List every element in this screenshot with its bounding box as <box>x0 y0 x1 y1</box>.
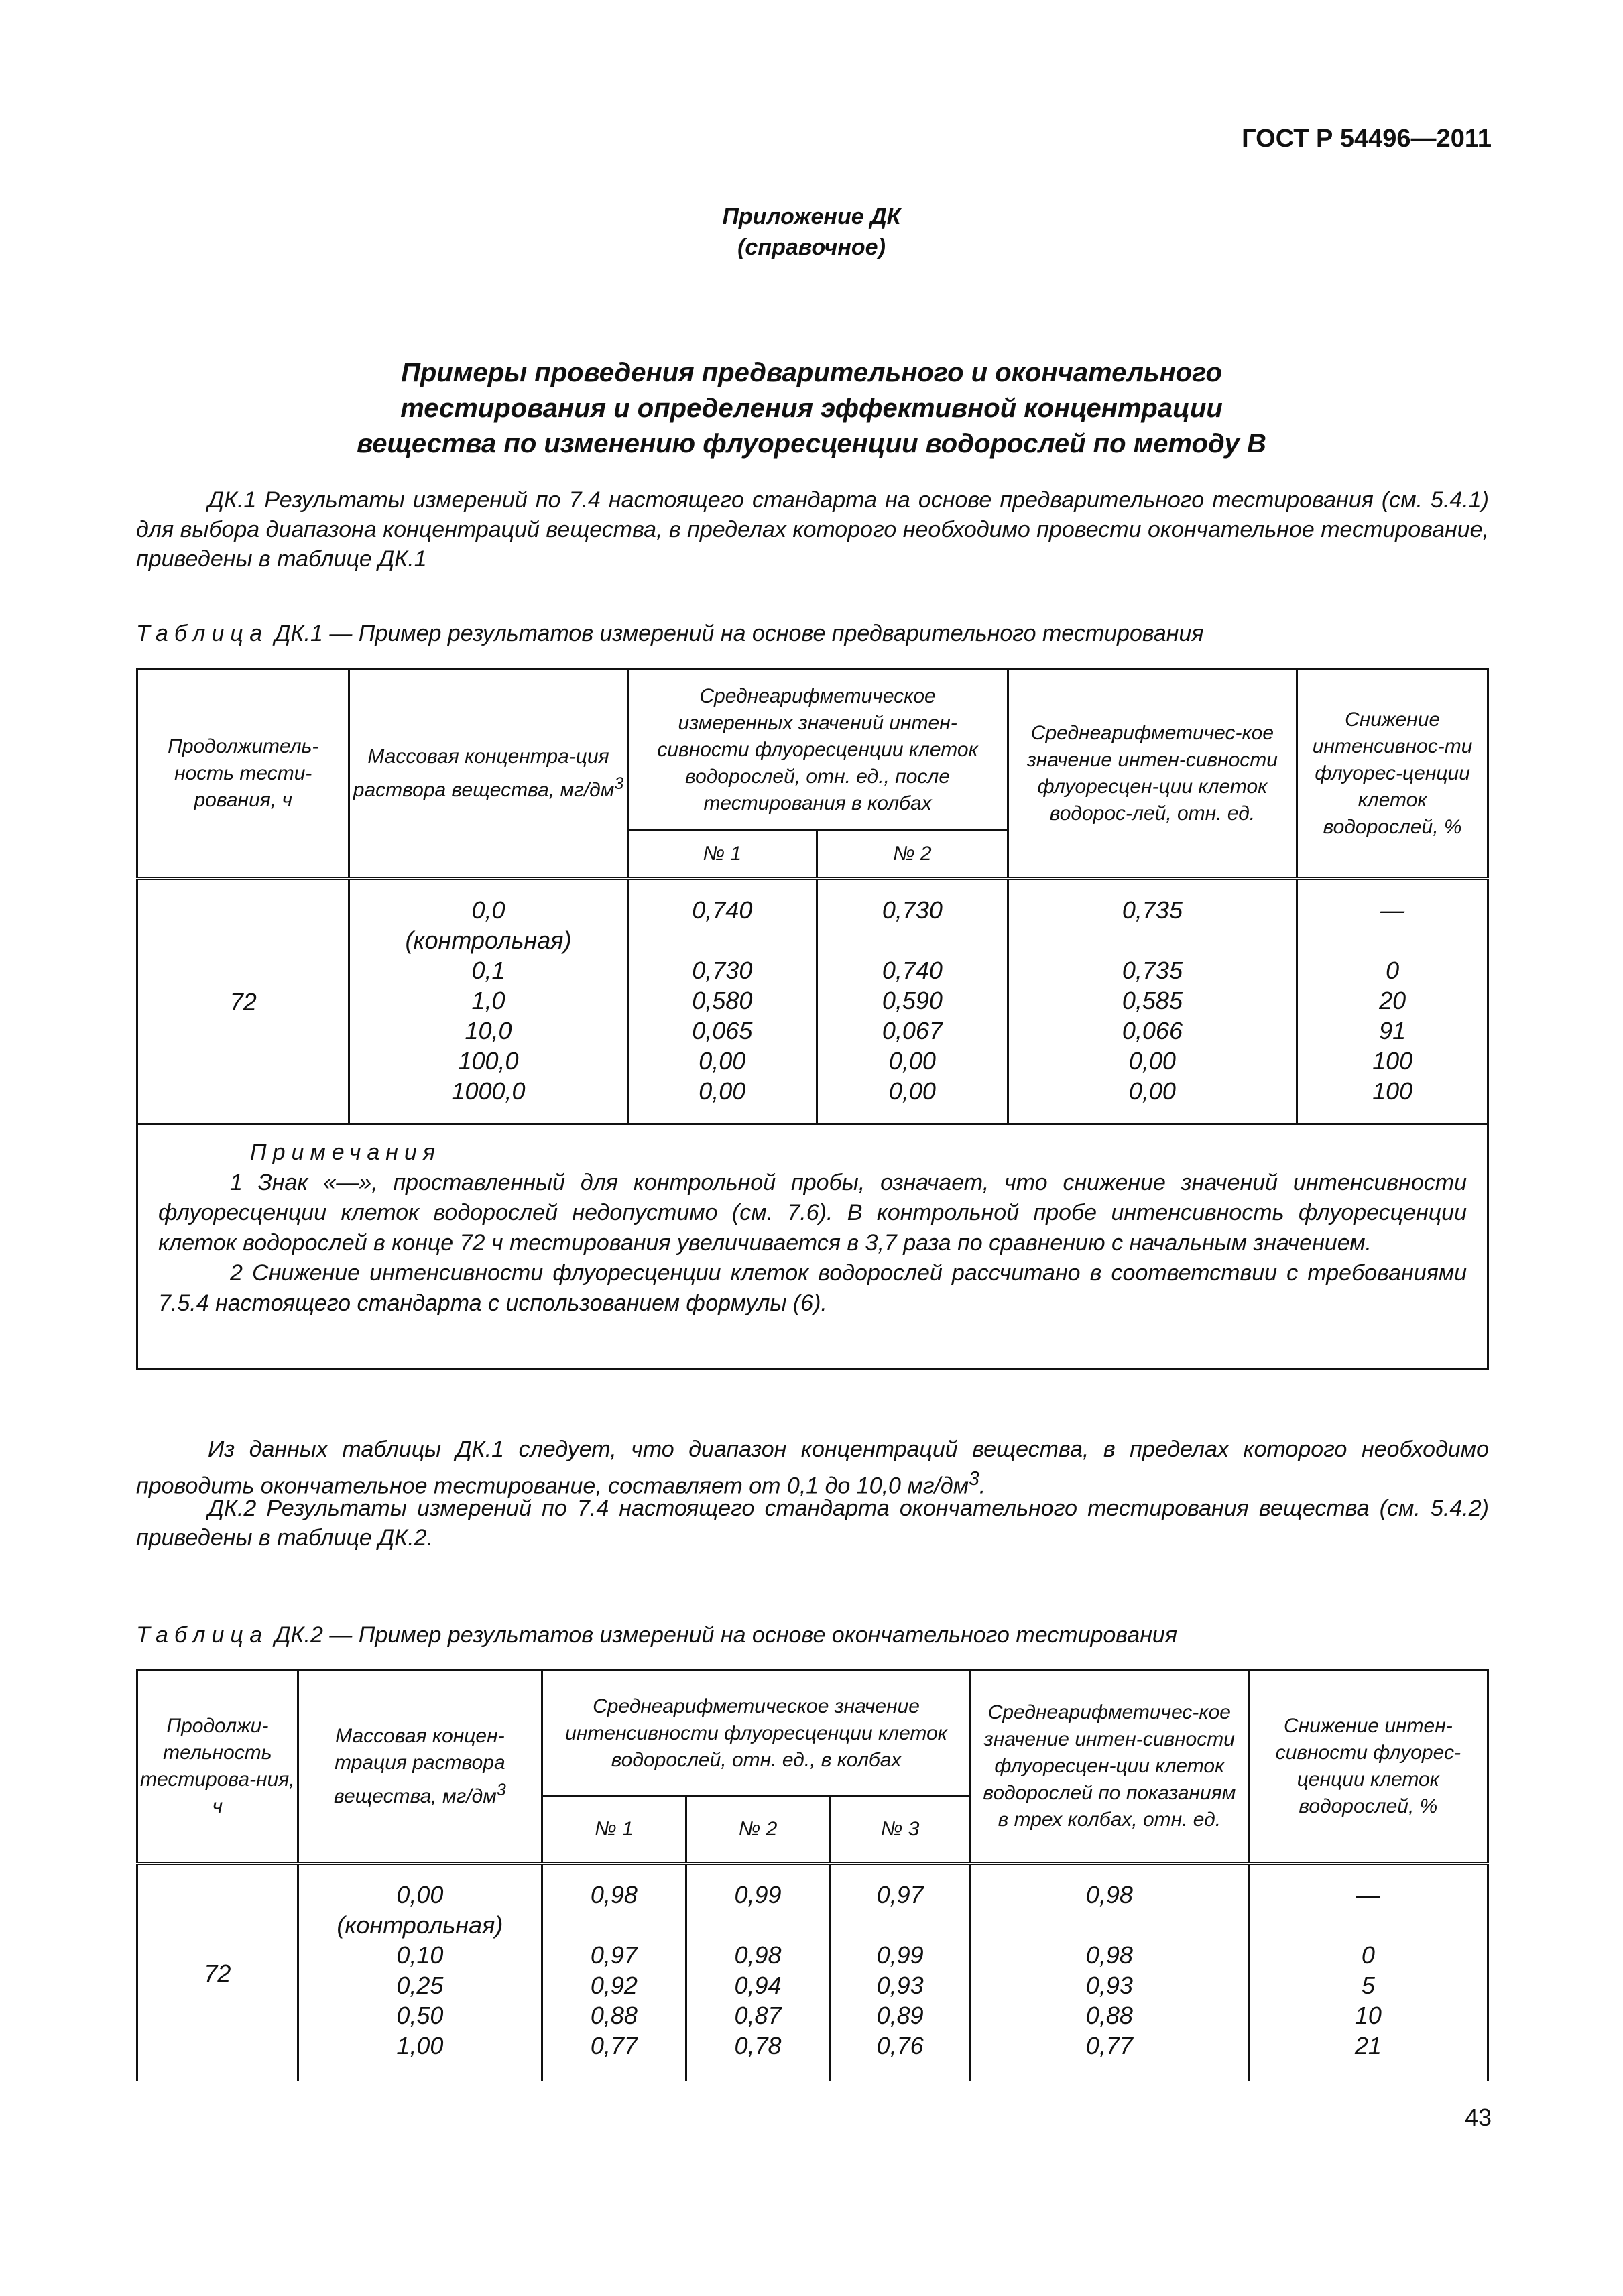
header-flask1: № 1 <box>627 831 817 879</box>
header-duration: Продолжи-тельность тестирова-ния, ч <box>137 1671 298 1864</box>
header-flask1: № 1 <box>542 1797 686 1864</box>
cell-flask2: 0,730 0,740 0,590 0,067 0,00 0,00 <box>817 879 1008 1124</box>
table-dk1 <box>136 668 1489 1125</box>
table1-caption: Таблица ДК.1 — Пример результатов измерений на основе предварительного тестирования <box>136 621 1204 646</box>
header-mean-group: Среднеарифметическое измеренных значений интен-сивности флуоресценции клеток водорослей, отн. ед., после тестирования в колбах <box>627 670 1008 831</box>
title-line: Примеры проведения предварительного и окончательного <box>401 358 1222 387</box>
header-flask2: № 2 <box>686 1797 830 1864</box>
cell-flask2: 0,99 0,98 0,94 0,87 0,78 <box>686 1864 830 2081</box>
cell-concentration: 0,00 (контрольная) 0,10 0,25 0,50 1,00 <box>298 1864 542 2081</box>
appendix-title <box>0 355 1623 462</box>
header-mean-total: Среднеарифметичес-кое значение интен-сивности флуоресцен-ции клеток водорос-лей, отн. ед. <box>1008 670 1297 879</box>
header-duration: Продолжитель-ность тести-рования, ч <box>137 670 349 879</box>
cell-duration: 72 <box>137 879 349 1124</box>
header-reduction: Снижение интенсивнос-ти флуорес-ценции клеток водорослей, % <box>1297 670 1488 879</box>
table-dk2 <box>136 1669 1489 2081</box>
appendix-label: Приложение ДК <box>722 204 901 229</box>
table2-caption: Таблица ДК.2 — Пример результатов измерений на основе окончательного тестирования <box>136 1622 1177 1648</box>
paragraph-dk2: ДК.2 Результаты измерений по 7.4 настоящего стандарта окончательного тестирования вещества (см. 5.4.2) приведены в таблице ДК.2. <box>136 1496 1489 1551</box>
header-mean-group: Среднеарифметическое значение интенсивности флуоресценции клеток водорослей, отн. ед., в колбах <box>542 1671 971 1797</box>
appendix-heading <box>0 201 1623 263</box>
header-concentration: Массовая концен-трация раствора вещества, $мг/дм^3$ <box>298 1671 542 1864</box>
header-flask2: № 2 <box>817 831 1008 879</box>
standard-number: ГОСТ Р 54496—2011 <box>1242 125 1492 153</box>
title-line: вещества по изменению флуоресценции водорослей по методу В <box>357 429 1266 459</box>
cell-reduction: — 0 20 91 100 100 <box>1297 879 1488 1124</box>
cell-flask3: 0,97 0,99 0,93 0,89 0,76 <box>830 1864 971 2081</box>
cell-mean: 0,735 0,735 0,585 0,066 0,00 0,00 <box>1008 879 1297 1124</box>
note-2: 2 Снижение интенсивности флуоресценции клеток водорослей рассчитано в соответствии с требованиями 7.5.4 настоящего стандарта с использованием формулы (6). <box>158 1260 1467 1316</box>
cell-concentration: 0,0 (контрольная) 0,1 1,0 10,0 100,0 1000,0 <box>349 879 627 1124</box>
title-line: тестирования и определения эффективной концентрации <box>400 394 1223 423</box>
paragraph-dk1: ДК.1 Результаты измерений по 7.4 настоящего стандарта на основе предварительного тестирования (см. 5.4.1) для выбора диапазона концентраций вещества, в пределах которого необходимо провести окончательное тестирование, приведены в таблице ДК.1 <box>136 487 1489 572</box>
notes-heading: Примечания <box>250 1140 442 1165</box>
cell-duration: 72 <box>137 1864 298 2081</box>
appendix-type: (справочное) <box>737 235 886 260</box>
paragraph-conclusion: Из данных таблицы ДК.1 следует, что диапазон концентраций вещества, в пределах которого необходимо проводить окончательное тестирование, составляет от 0,1 до 10,0 $мг/дм^3$. <box>136 1437 1489 1499</box>
note-1: 1 Знак «—», проставленный для контрольной пробы, означает, что снижение значений интенсивности флуоресценции клеток водорослей недопустимо (см. 7.6). В контрольной пробе интенсивность флуоресценции клеток водорослей в конце 72 ч тестирования увеличивается в 3,7 раза по сравнению с начальным значением. <box>158 1170 1467 1256</box>
header-reduction: Снижение интен-сивности флуорес-ценции клеток водорослей, % <box>1248 1671 1488 1864</box>
header-mean-total: Среднеарифметичес-кое значение интен-сивности флуоресцен-ции клеток водорослей по показаниям в трех колбах, отн. ед. <box>971 1671 1249 1864</box>
cell-mean: 0,98 0,98 0,93 0,88 0,77 <box>971 1864 1249 2081</box>
header-flask3: № 3 <box>830 1797 971 1864</box>
table1-notes <box>136 1122 1489 1370</box>
header-concentration: Массовая концентра-ция раствора вещества, $мг/дм^3$ <box>349 670 627 879</box>
cell-reduction: — 0 5 10 21 <box>1248 1864 1488 2081</box>
cell-flask1: 0,740 0,730 0,580 0,065 0,00 0,00 <box>627 879 817 1124</box>
cell-flask1: 0,98 0,97 0,92 0,88 0,77 <box>542 1864 686 2081</box>
page-number: 43 <box>1464 2104 1492 2131</box>
